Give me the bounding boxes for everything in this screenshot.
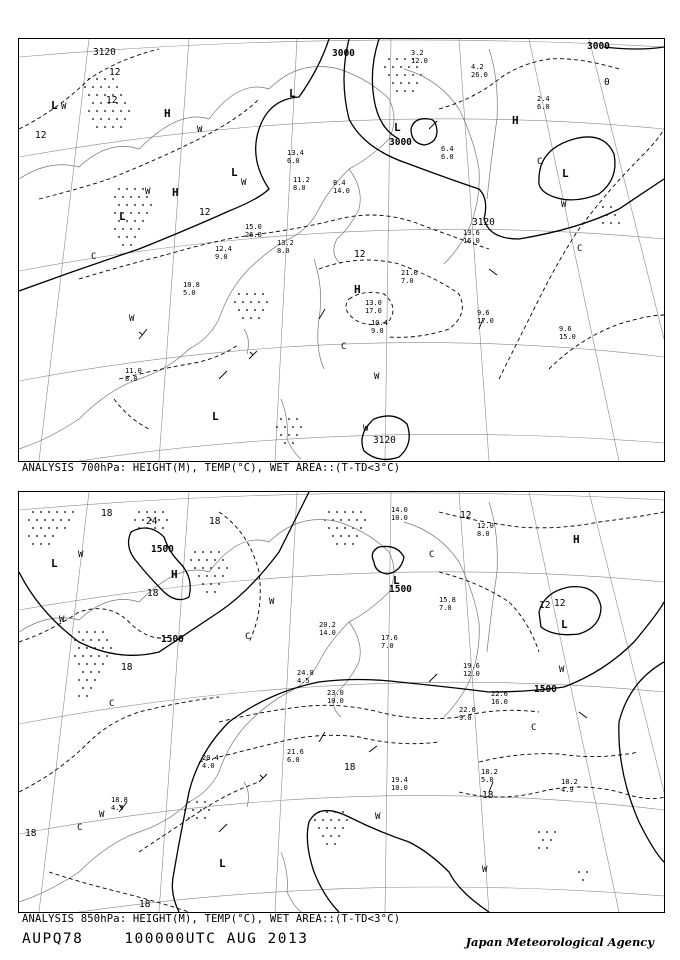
chart-panel-700hpa [18,38,665,462]
contour-label: 18 [121,662,133,673]
contour-label: 18 [139,899,151,910]
contour-label: 24 [146,516,158,527]
temp-marker: W [61,102,67,112]
map-850hpa [19,492,664,912]
temp-marker: W [363,424,369,434]
system-label: L [289,87,296,100]
contour-label: 1500 [389,584,412,595]
agency-credit: Japan Meteorological Agency [465,935,654,949]
system-label: H [172,186,179,199]
station-plots [125,49,576,383]
panel-caption-850hpa: ANALYSIS 850hPa: HEIGHT(M), TEMP(°C), WET AREA::(T-TD<3°C) [22,913,401,925]
system-label: L [231,166,238,179]
svg-text:10.0: 10.0 [391,514,408,522]
coastlines [19,502,497,912]
system-label: H [164,107,171,120]
station-plot [202,754,219,770]
svg-text:7.0: 7.0 [401,277,414,285]
chart-code: AUPQ78 [22,931,84,947]
station-plot [287,748,304,764]
contour-label: 1500 [151,544,174,555]
contour-label: 3000 [332,48,355,59]
contour-label: 12 [354,249,366,260]
svg-text:15.8: 15.8 [439,596,456,604]
station-plot [371,319,388,335]
station-plot [477,522,494,538]
station-plot [561,778,578,794]
station-plot [471,63,488,79]
chart-panel-850hpa [18,491,665,913]
svg-text:7.0: 7.0 [381,642,394,650]
svg-text:14.0: 14.0 [319,629,336,637]
station-plot [459,706,476,722]
svg-text:5.0: 5.0 [183,289,196,297]
panel-caption-700hpa: ANALYSIS 700hPa: HEIGHT(M), TEMP(°C), WET AREA::(T-TD<3°C) [22,462,401,474]
contour-label: 18 [25,828,37,839]
svg-text:13.4: 13.4 [287,149,304,157]
contour-label: 1500 [161,634,184,645]
temp-marker: W [559,665,565,675]
station-plot [245,223,262,239]
svg-text:12.0: 12.0 [463,670,480,678]
contour-label: 1500 [534,684,557,695]
station-plot [319,621,336,637]
temp-marker: C [577,244,583,254]
svg-text:6.0: 6.0 [537,103,550,111]
svg-text:6.0: 6.0 [287,756,300,764]
svg-text:10.0: 10.0 [391,784,408,792]
station-plot [327,689,344,705]
svg-text:8.0: 8.0 [477,530,490,538]
temp-marker: C [245,632,251,642]
contour-label: 12 [106,95,118,106]
contour-label: 3000 [587,41,610,52]
isotherms [19,512,664,912]
svg-text:8.0: 8.0 [293,184,306,192]
svg-text:23.0: 23.0 [327,689,344,697]
temp-marker: W [561,200,567,210]
station-plot [391,506,408,522]
svg-text:16.0: 16.0 [491,698,508,706]
station-plot [381,634,398,650]
svg-text:21.0: 21.0 [401,269,418,277]
svg-text:6.4: 6.4 [441,145,454,153]
temp-marker: W [375,812,381,822]
svg-text:12.4: 12.4 [215,245,232,253]
contour-label: 12 [199,207,211,218]
station-plot [297,669,314,685]
svg-text:2.4: 2.4 [537,95,550,103]
station-plot [477,309,494,325]
station-plot [411,49,428,65]
system-label: L [394,121,401,134]
system-label: H [573,533,580,546]
station-plot [287,149,304,165]
svg-text:14.0: 14.0 [391,506,408,514]
system-label: L [51,557,58,570]
station-plot [401,269,418,285]
temp-marker: C [77,823,83,833]
svg-text:18.8: 18.8 [111,796,128,804]
contour-label: 18 [482,790,494,801]
contour-label: 12 [460,510,472,521]
svg-text:16.0: 16.0 [463,237,480,245]
svg-text:10.8: 10.8 [183,281,200,289]
svg-text:26.0: 26.0 [471,71,488,79]
contour-label: 12 [35,130,47,141]
svg-text:5.0: 5.0 [481,776,494,784]
system-label: L [562,167,569,180]
system-label: L [119,210,126,223]
svg-text:12.0: 12.0 [411,57,428,65]
station-plot [365,299,382,315]
svg-text:13.6: 13.6 [463,229,480,237]
svg-text:4.9: 4.9 [111,804,124,812]
svg-text:6.0: 6.0 [287,157,300,165]
station-plot [537,95,550,111]
temp-marker: W [99,810,105,820]
svg-text:8.0: 8.0 [277,247,290,255]
station-plot [293,176,310,192]
svg-text:9.6: 9.6 [559,325,572,333]
svg-text:7.0: 7.0 [439,604,452,612]
svg-text:17.0: 17.0 [477,317,494,325]
svg-text:19.6: 19.6 [463,662,480,670]
svg-text:4.2: 4.2 [471,63,484,71]
map-700hpa [19,39,664,461]
contour-label: 3120 [373,435,396,446]
contour-label: 12 [539,600,551,611]
temp-marker: C [109,699,115,709]
contour-label: 18 [147,588,159,599]
station-plot [559,325,576,341]
system-label: L [51,99,58,112]
temp-marker: W [197,125,203,135]
svg-text:24.8: 24.8 [297,669,314,677]
svg-text:10.0: 10.0 [327,697,344,705]
svg-text:6.0: 6.0 [441,153,454,161]
station-plot [463,229,480,245]
temp-marker: W [482,865,488,875]
svg-text:26.0: 26.0 [245,231,262,239]
temperature-markers [59,550,565,875]
svg-text:8.0: 8.0 [125,375,138,383]
svg-text:22.0: 22.0 [459,706,476,714]
svg-text:10.4: 10.4 [371,319,388,327]
station-plot [391,776,408,792]
contour-label: 18 [344,762,356,773]
chart-identifier [22,931,308,947]
svg-text:11.0: 11.0 [125,367,142,375]
temp-marker: W [241,178,247,188]
station-plot [463,662,480,678]
svg-text:21.6: 21.6 [287,748,304,756]
system-label: H [354,283,361,296]
svg-text:9.0: 9.0 [371,327,384,335]
svg-text:20.4: 20.4 [202,754,219,762]
station-plot [277,239,294,255]
isotherms [19,49,664,429]
station-plot [491,690,508,706]
svg-text:12.0: 12.0 [477,522,494,530]
temp-marker: W [145,187,151,197]
station-plot [439,596,456,612]
svg-text:17.0: 17.0 [365,307,382,315]
wet-area [28,511,74,545]
svg-text:4.9: 4.9 [561,786,574,794]
system-label: H [171,568,178,581]
svg-text:9.0: 9.0 [215,253,228,261]
station-plot [481,768,498,784]
system-label: L [561,618,568,631]
wet-area [234,293,268,319]
wet-area [276,418,302,444]
svg-text:20.2: 20.2 [319,621,336,629]
station-plot [441,145,454,161]
svg-text:17.6: 17.6 [381,634,398,642]
temp-marker: C [429,550,435,560]
system-label: L [219,857,226,870]
contour-label: 18 [101,508,113,519]
svg-text:13.0: 13.0 [365,299,382,307]
svg-text:13.2: 13.2 [277,239,294,247]
contour-label: 3120 [93,47,116,58]
svg-text:8.4: 8.4 [333,179,346,187]
svg-text:22.6: 22.6 [491,690,508,698]
temp-marker: C [531,723,537,733]
wet-area [324,511,366,545]
wet-area [314,811,348,845]
svg-text:9.6: 9.6 [477,309,490,317]
valid-time: 100000UTC AUG 2013 [124,931,309,947]
svg-text:11.2: 11.2 [293,176,310,184]
svg-text:18.2: 18.2 [561,778,578,786]
svg-text:15.0: 15.0 [559,333,576,341]
wet-area [184,801,210,819]
wet-area [538,831,588,881]
svg-text:4.0: 4.0 [202,762,215,770]
temp-marker: W [78,550,84,560]
temp-marker: C [91,252,97,262]
temp-marker: W [129,314,135,324]
contour-label: 18 [209,516,221,527]
svg-text:19.4: 19.4 [391,776,408,784]
contour-label: 3000 [389,137,412,148]
temp-marker: C [341,342,347,352]
contour-label: 12 [554,598,566,609]
station-plot [333,179,350,195]
system-label: L [393,574,400,587]
contour-label: 0 [604,77,610,88]
temp-marker: W [59,615,65,625]
system-label: L [212,410,219,423]
svg-text:4.5: 4.5 [297,677,310,685]
station-plot [125,367,142,383]
svg-text:9.0: 9.0 [459,714,472,722]
temp-marker: W [374,372,380,382]
svg-text:14.0: 14.0 [333,187,350,195]
svg-text:18.2: 18.2 [481,768,498,776]
svg-text:15.0: 15.0 [245,223,262,231]
system-label: H [512,114,519,127]
contour-label: 12 [109,67,121,78]
contour-label: 3120 [472,217,495,228]
wet-area [74,631,112,697]
temp-marker: C [537,157,543,167]
station-plot [183,281,200,297]
temp-marker: W [269,597,275,607]
contour-labels [35,41,610,446]
svg-text:3.2: 3.2 [411,49,424,57]
station-plot [215,245,232,261]
